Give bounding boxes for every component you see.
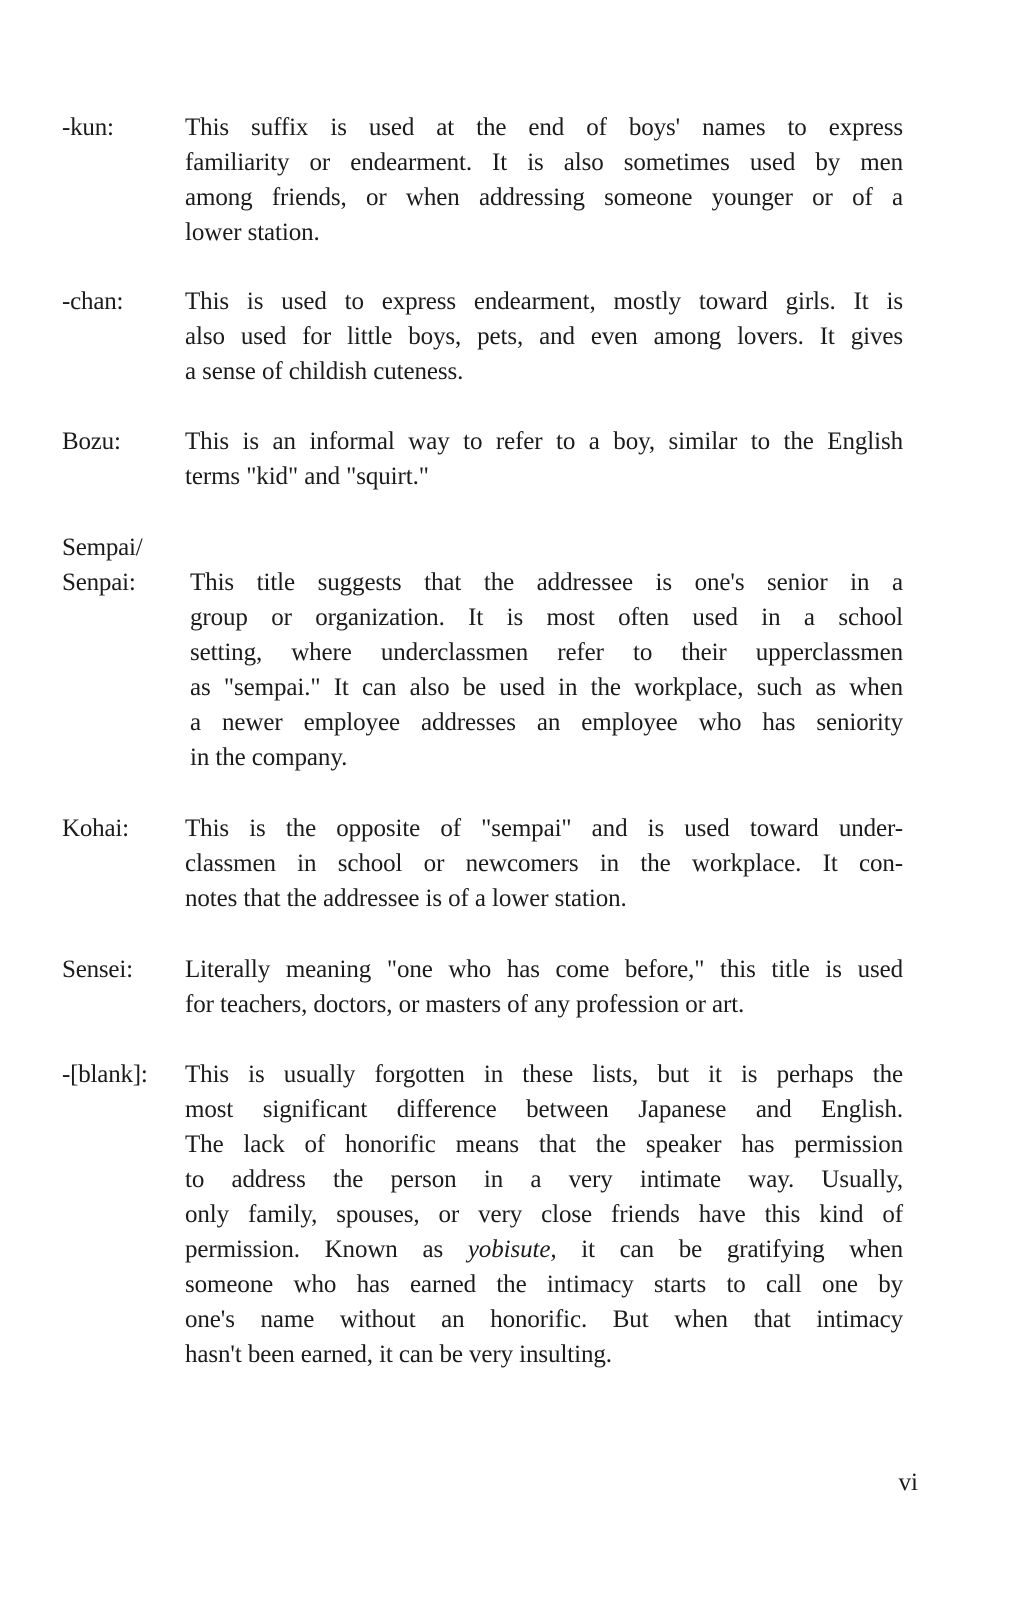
- definition-line: terms "kid" and "squirt.": [185, 463, 429, 490]
- definition-line: This is used to express endearment, mostly toward girls. It is: [185, 288, 903, 315]
- term-text: -[blank]:: [62, 1061, 148, 1088]
- glossary-term: [62, 424, 182, 459]
- definition-text: permission. Known as: [185, 1236, 468, 1263]
- glossary-term: [62, 530, 182, 600]
- definition-line: This is usually forgotten in these lists, but it is perhaps the: [185, 1061, 903, 1088]
- glossary-definition: [185, 811, 903, 916]
- definition-line: notes that the addressee is of a lower station.: [185, 885, 627, 912]
- term-text: Bozu:: [62, 428, 121, 455]
- definition-text: it can be gratifying when: [556, 1236, 903, 1263]
- definition-line: to address the person in a very intimate way. Usually,: [185, 1166, 903, 1193]
- glossary-term: [62, 1057, 182, 1092]
- definition-line: Literally meaning "one who has come before," this title is used: [185, 956, 903, 983]
- glossary-definition: [185, 1057, 903, 1372]
- term-text: -chan:: [62, 288, 124, 315]
- definition-line: as "sempai." It can also be used in the workplace, such as when: [190, 674, 903, 701]
- definition-line: for teachers, doctors, or masters of any profession or art.: [185, 991, 745, 1018]
- glossary-definition: [190, 565, 903, 775]
- definition-line: most significant difference between Japanese and English.: [185, 1096, 903, 1123]
- definition-line: classmen in school or newcomers in the workplace. It con-: [185, 850, 903, 877]
- page-number: vi: [898, 1469, 918, 1496]
- definition-line: one's name without an honorific. But when that intimacy: [185, 1306, 903, 1333]
- glossary-term: [62, 811, 182, 846]
- definition-line: group or organization. It is most often used in a school: [190, 604, 903, 631]
- term-text: Sensei:: [62, 956, 133, 983]
- definition-line: This title suggests that the addressee is one's senior in a: [190, 569, 903, 596]
- glossary-definition: [185, 424, 903, 494]
- glossary-definition: [185, 284, 903, 389]
- definition-line: also used for little boys, pets, and even among lovers. It gives: [185, 323, 903, 350]
- definition-line: familiarity or endearment. It is also sometimes used by men: [185, 149, 903, 176]
- italic-term-yobisute: yobisute,: [467, 1236, 557, 1263]
- definition-line: someone who has earned the intimacy starts to call one by: [185, 1271, 903, 1298]
- definition-line: in the company.: [190, 744, 348, 771]
- definition-line: The lack of honorific means that the speaker has permission: [185, 1131, 903, 1158]
- glossary-term: [62, 284, 182, 319]
- definition-line: This is the opposite of "sempai" and is used toward under-: [185, 815, 903, 842]
- term-text: Sempai/: [62, 534, 143, 561]
- definition-line: among friends, or when addressing someone younger or of a: [185, 184, 903, 211]
- definition-line: This is an informal way to refer to a boy, similar to the English: [185, 428, 903, 455]
- definition-line: This suffix is used at the end of boys' names to express: [185, 114, 903, 141]
- glossary-term: [62, 952, 182, 987]
- definition-line: lower station.: [185, 219, 320, 246]
- term-text: Senpai:: [62, 569, 136, 596]
- definition-line: a sense of childish cuteness.: [185, 358, 464, 385]
- definition-line: hasn't been earned, it can be very insulting.: [185, 1341, 612, 1368]
- glossary-definition: [185, 952, 903, 1022]
- definition-line-with-italic: [185, 1232, 903, 1267]
- glossary-term: [62, 110, 182, 145]
- definition-line: a newer employee addresses an employee who has seniority: [190, 709, 903, 736]
- term-text: -kun:: [62, 114, 114, 141]
- glossary-definition: [185, 110, 903, 250]
- term-text: Kohai:: [62, 815, 129, 842]
- definition-line: setting, where underclassmen refer to their upperclassmen: [190, 639, 903, 666]
- definition-line: only family, spouses, or very close friends have this kind of: [185, 1201, 903, 1228]
